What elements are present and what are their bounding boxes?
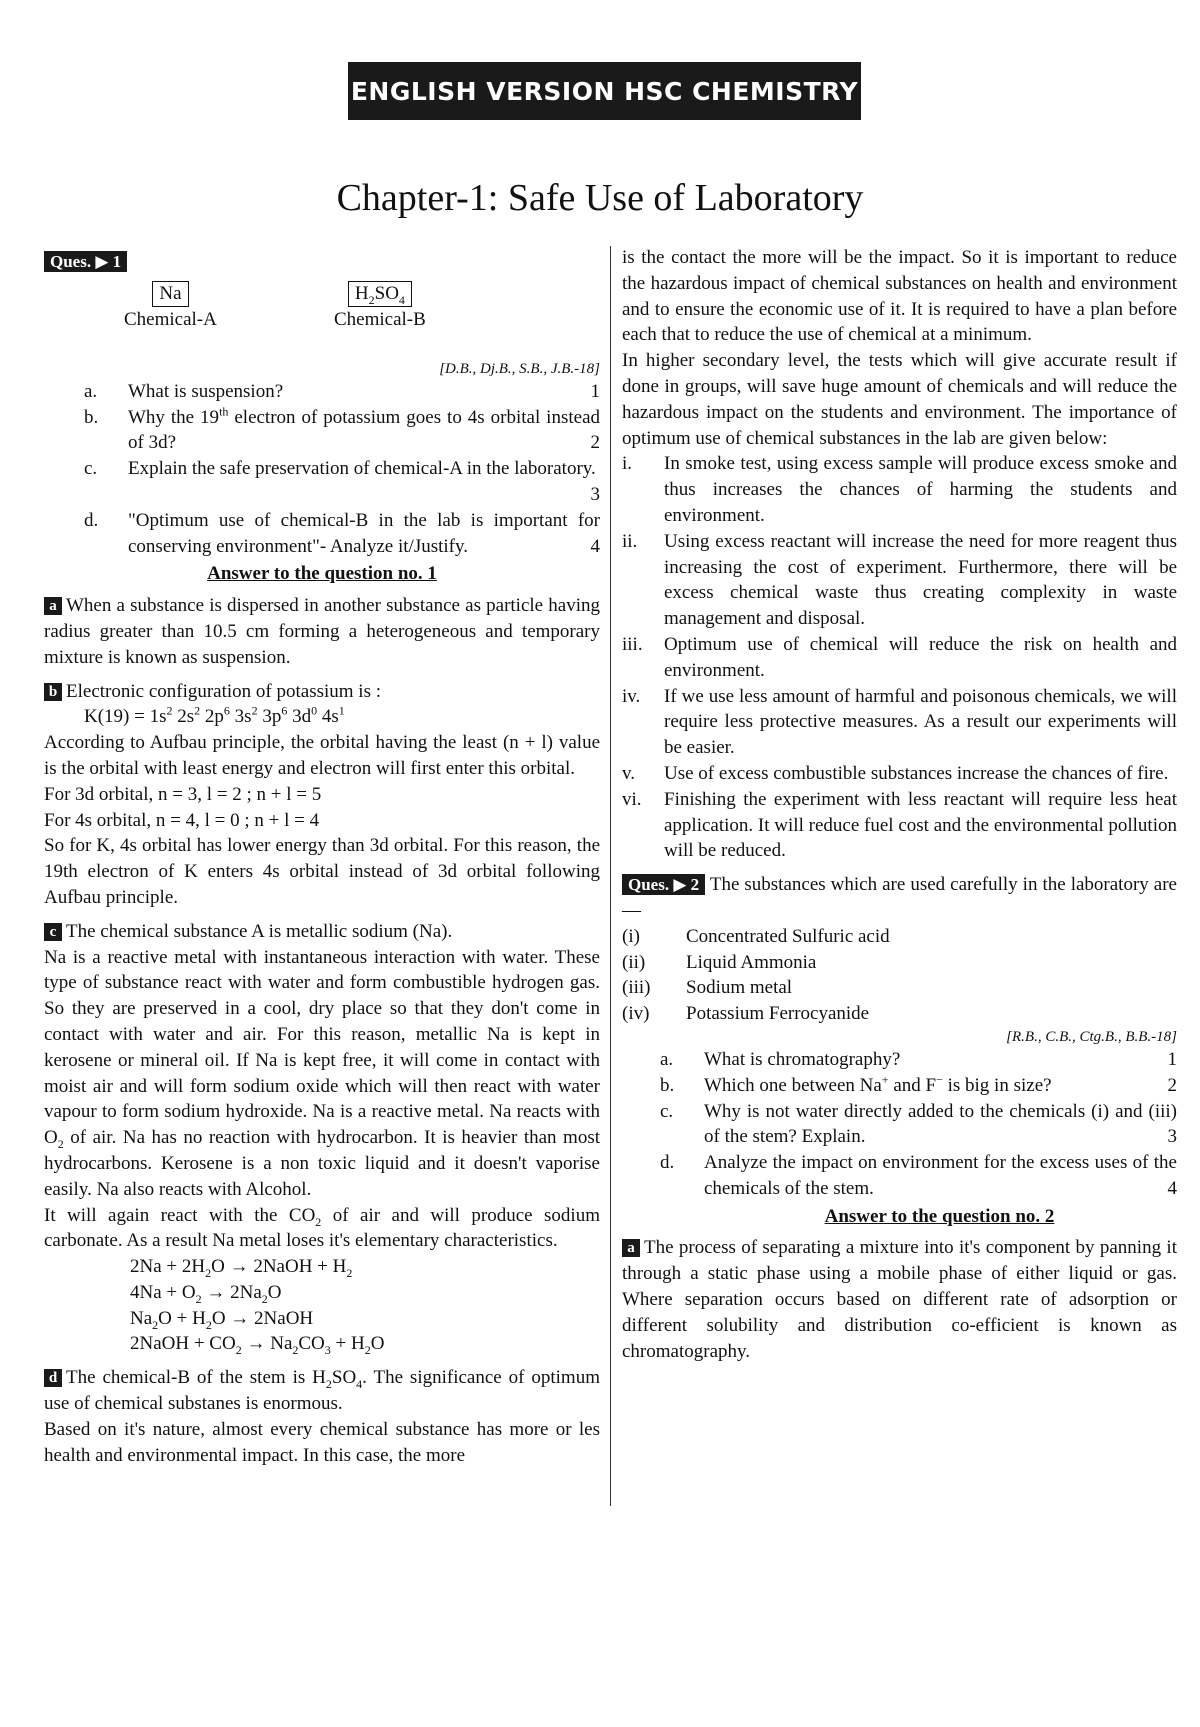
chemical-b-label: Chemical-B [334,308,426,330]
substance-item-text: Sodium metal [686,977,793,999]
importance-item [622,684,1177,761]
importance-item [622,787,1177,864]
question-1d [44,508,600,560]
question-1b [44,405,600,457]
question-tag-1: Ques. ▶ 1 [44,251,127,272]
answer-1c-title-text: The chemical substance A is metallic sodium (Na). [66,920,453,942]
substance-list [622,924,1177,1027]
answer-1d-continuation-2: In higher secondary level, the tests which will give accurate result if done in groups, will save huge amount of chemicals and will reduce the hazardous impact on the students and environment. The importance of optimum use of chemical substances in the lab are given below: [622,350,1177,449]
chemical-a-label: Chemical-A [124,308,217,330]
q2c-mark: 3 [1167,1126,1177,1148]
question-1-source: [D.B., Dj.B., S.B., J.B.-18] [439,360,600,377]
importance-item [622,761,1177,787]
question-1c [44,456,600,508]
q1c-letter: c. [84,458,98,480]
q2a-mark: 1 [1167,1048,1177,1070]
q2d-mark: 4 [1167,1177,1177,1199]
answer-1d-continuation: is the contact the more will be the impact. So it is important to reduce the hazardous impact of chemical substances on health and environment and to ensure the economic use of it. It is required to have a plan before each that to reduce the use of chemical at a minimum. [622,247,1177,346]
chemical-b [334,281,426,333]
q1c-text [128,456,600,508]
equation-3: $Na_2O + H_2O$ → 2NaOH [130,1307,314,1332]
importance-item-number: ii. [622,530,638,552]
answer-2-heading: Answer to the question no. 2 [824,1205,1055,1227]
substance-item-text: Potassium Ferrocyanide [686,1003,870,1025]
q2a-body: What is chromatography? [704,1048,901,1070]
answer-1a [44,593,600,670]
q2b-text: Which one between Na+ and F− is big in size? 2 [704,1073,1177,1099]
importance-item-text: Using excess reactant will increase the need for more reagent thus increasing the cost of experiment. Furthermore, there will be excess chemical waste thus creating complexity in waste management and disposal. [664,530,1177,630]
q1b-text: Why the 19th electron of potassium goes to 4s orbital instead of 3d? 2 [128,405,600,457]
importance-list [622,451,1177,864]
q2d-letter: d. [660,1152,675,1174]
q1c-mark: 3 [590,483,600,505]
answer-1b-title [44,679,600,705]
answer-1c-part2: Na has no reaction with hydrocarbon. It is heavier than most hydrocarbons. Kerosene is a non toxic liquid and it doesn't vaporise easily. Na also reacts with Alcohol. [44,1127,601,1200]
q1a-letter: a. [84,380,98,402]
answer-1-heading: Answer to the question no. 1 [207,563,437,585]
chapter-title: Chapter-1: Safe Use of Laboratory [336,177,864,219]
answer-2a [622,1235,1177,1364]
answer-1c-body: Na is a reactive metal with instantaneous interaction with water. These type of substance react with water and form combustible hydrogen gas. So they are preserved in a cool, dry place so that they don't come in contact with water and air. For this reason, metallic Na is kept in kerosene or mineral oil. If Na is kept free, it will come in contact with moist air and will form sodium oxide which will then react with water vapour to form sodium hydroxide. Na is a reactive metal. Na reacts with $O_2$ of air. Na has no reaction with hydrocarbon. It is heavier than most hydrocarbons. Kerosene is a non toxic liquid and it doesn't vaporise easily. Na also reacts with Alcohol. [44,946,601,1200]
question-tag-2: Ques. ▶ 2 [622,874,705,895]
answer-1a-text: When a substance is dispersed in another substance as particle having radius greater than 10.5 cm forming a heterogeneous and temporary mixture is known as suspension. [44,595,600,668]
q2a-letter: a. [660,1048,674,1070]
importance-item [622,451,1177,528]
importance-item-number: iv. [622,685,641,707]
importance-item-number: iii. [622,633,643,655]
q2c-body: Why is not water directly added to the chemicals (i) and (iii) of the stem? Explain. [704,1100,1177,1148]
q1d-mark: 4 [590,535,600,557]
answer-1d-body: Based on it's nature, almost every chemical substance has more or les health and environmental impact. In this case, the more [44,1418,600,1466]
q1b-letter: b. [84,406,99,428]
substance-item-number: (ii) [622,951,646,973]
importance-item-text: Finishing the experiment with less reactant will require less heat application. It will reduce fuel cost and the environmental pollution will be reduced. [664,788,1177,862]
q2d-text [704,1150,1177,1202]
importance-item [622,632,1177,684]
answer-1c-part1: Na is a reactive metal with instantaneous interaction with water. These type of substance react with water and form combustible hydrogen gas. So they are preserved in a cool, dry place so that they don't come in contact with water and air. For this reason, metallic Na is kept in kerosene or mineral oil. If Na is kept free, it will come in contact with moist air and will form sodium oxide which will then react with water vapour to form sodium hydroxide. Na is a reactive metal. [44,946,600,1123]
question-2b [622,1073,1177,1099]
orbital-3d: For 3d orbital, n = 3, l = 2 ; n + l = 5 [44,783,322,805]
q1a-mark: 1 [590,380,600,402]
q1d-letter: d. [84,509,99,531]
answer-2a-marker: a [622,1239,640,1257]
answer-2a-text: The process of separating a mixture into it's component by panning it through a static phase using a mobile phase of either liquid or gas. Where separation occurs based on different rate of adsorption or different solubility and distribution co-efficient is known as chromatography. [622,1237,1177,1362]
importance-item-text: If we use less amount of harmful and poisonous chemicals, we will require less protective measures. As a result our experiments will be easier. [664,685,1177,759]
reaction-equations [44,1254,600,1357]
q1d-text [128,508,600,560]
importance-item-number: v. [622,762,636,784]
answer-d-marker: d [44,1369,62,1387]
electron-configuration: $K(19) = 1s^2$ $2s^2$ $2p^6$ $3s^2$ $3p^6$ $3d^0$ $4s^1$ [84,704,345,728]
q2a-text [704,1047,1177,1073]
substance-item-number: (iii) [622,977,651,999]
chemical-a [124,281,217,333]
q2b-mark: 2 [1167,1074,1177,1096]
substance-item-number: (i) [622,925,640,947]
question-2-stem [622,872,1177,924]
importance-item-number: i. [622,453,633,475]
question-2d [622,1150,1177,1202]
header-banner: ENGLISH VERSION HSC CHEMISTRY [348,62,861,120]
substance-item [622,1001,1177,1027]
chemical-a-box: Na [152,281,188,307]
importance-item-number: vi. [622,788,642,810]
answer-1b-title-text: Electronic configuration of potassium is : [66,680,382,702]
column-divider [610,246,611,1506]
importance-item-text: Use of excess combustible substances increase the chances of fire. [664,762,1169,784]
equation-4: 2NaOH + $CO_2 \to Na_2CO_3 + H_2O$ [130,1333,385,1358]
orbital-4s: For 4s orbital, n = 4, l = 0 ; n + l = 4 [44,809,320,831]
right-column [622,245,1177,1364]
substance-item-text: Liquid Ammonia [686,951,817,973]
answer-1d-title: d The chemical-B of the stem is $H_2SO_4$. The significance of optimum use of chemical substanes is enormous. [44,1367,600,1415]
aufbau-text: According to Aufbau principle, the orbital having the least (n + l) value is the orbital with least energy and electron will first enter this orbital. [44,732,600,779]
q2c-text [704,1099,1177,1151]
q2d-body: Analyze the impact on environment for the excess uses of the chemicals of the stem. [704,1152,1177,1199]
answer-a-marker: a [44,597,62,615]
substance-item-number: (iv) [622,1003,650,1025]
equation-2: $4Na + O_2 \to 2Na_2O$ [130,1281,282,1306]
answer-1c-part3: of air and will produce sodium carbonate. As a result Na metal loses it's elementary characteristics. [44,1204,600,1252]
importance-item [622,529,1177,632]
left-column [44,249,600,1468]
question-2-stem-text: The substances which are used carefully in the laboratory are — [622,874,1177,921]
question-2-source: [R.B., C.B., Ctg.B., B.B.-18] [1006,1028,1177,1045]
answer-b-marker: b [44,683,62,701]
chemical-b-box: $H_2SO_4$ [348,281,412,307]
substance-item-text: Concentrated Sulfuric acid [686,925,890,947]
equation-1: $2Na + 2H_2O$ → 2NaOH + $H_2$ [130,1256,353,1280]
question-2c [622,1099,1177,1151]
q1b-mark: 2 [590,432,600,454]
answer-c-marker: c [44,923,62,941]
q1c-body: Explain the safe preservation of chemical-A in the laboratory. [128,458,596,480]
substance-item [622,950,1177,976]
q1d-body: "Optimum use of chemical-B in the lab is important for conserving environment"- Analyze it/Justify. [128,509,600,557]
q2c-letter: c. [660,1100,674,1122]
question-1a [44,379,600,405]
chemical-stem [44,281,600,359]
q1a-body: What is suspension? [128,380,284,402]
q2b-letter: b. [660,1074,675,1096]
answer-1b-conclusion: So for K, 4s orbital has lower energy than 3d orbital. For this reason, the 19th electron of K enters 4s orbital instead of 3d orbital following Aufbau principle. [44,835,600,908]
answer-1c-co2: It will again react with the $CO_2$ of air and will produce sodium carbonate. As a result Na metal loses it's elementary characteristics. [44,1204,600,1252]
substance-item [622,975,1177,1001]
answer-1c-title [44,919,600,945]
substance-item [622,924,1177,950]
importance-item-text: Optimum use of chemical will reduce the risk on health and environment. [664,633,1177,681]
question-2a [622,1047,1177,1073]
importance-item-text: In smoke test, using excess sample will produce excess smoke and thus increases the chances of harming the students and environment. [664,453,1177,526]
q1a-text [128,379,600,405]
